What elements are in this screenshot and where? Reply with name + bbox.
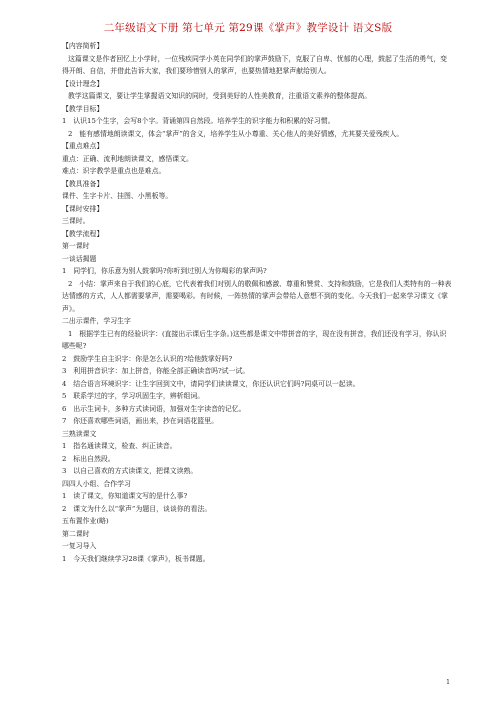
list-item: 2 课文为什么以“掌声”为题目，谈谈你的看法。 <box>62 504 212 513</box>
paragraph: 课件、生字卡片、挂图、小黑板等。 <box>62 192 173 200</box>
page-number: 1 <box>446 679 450 686</box>
section-heading: 【重点难点】 <box>62 142 104 150</box>
list-item: 3 以自己喜欢的方式读课文，把课文读熟。 <box>62 467 198 475</box>
list-item: 2 鼓励学生自主识字：你是怎么认识的?给他鼓掌好吗? <box>62 354 233 363</box>
step-heading: 五布置作业(略) <box>62 517 109 525</box>
list-item: 4 结合语言环境识字：让生字回到文中，请同学们读读课文，你还认识它们吗?同桌可以一起读。 <box>62 379 360 388</box>
list-item: 1 根据学生已有的经验识字：(直接出示课后生字条。)这些都是课文中带拼音的字，现在没有拼音，我们还没有学习，你认识哪些呢? <box>62 329 447 350</box>
list-item: 1 认识15个生字，会写8个字。背诵第四自然段。培养学生的识字能力和积累的好习惯。 <box>62 117 335 125</box>
paragraph: 重点：正确、流利地朗读课文，感悟课文。 <box>62 154 193 163</box>
list-item: 3 利用拼音识字：加上拼音，你能全部正确读音吗?试一试。 <box>62 367 250 375</box>
paragraph: 三课时。 <box>62 217 90 225</box>
list-item: 2 标出自然段。 <box>62 454 115 463</box>
section-heading: 【教学目标】 <box>62 104 104 113</box>
section-heading: 【教具准备】 <box>62 179 104 188</box>
step-heading: 一复习导入 <box>62 542 97 550</box>
section-heading: 【教学流程】 <box>62 229 104 238</box>
list-item: 6 出示生词卡，多种方式读词语，加强对生字读音的记忆。 <box>62 404 246 413</box>
list-item: 1 今天我们继续学习28课《掌声》，板书课题。 <box>62 554 210 563</box>
list-item: 7 你还喜欢哪些词语，画出来，抄在词语花篮里。 <box>62 417 218 425</box>
step-heading: 二出示课件，学习生字 <box>62 317 131 325</box>
step-heading: 三熟读课文 <box>62 429 97 438</box>
paragraph: 教学这篇课文，要让学生掌握语文知识的同时，受到美好的人性美教育，注重语文素养的整体提高。 <box>68 92 372 100</box>
step-heading: 四四人小组、合作学习 <box>62 479 131 488</box>
list-item: 5 联系学过的字，学习巩固生字，辨析组词。 <box>62 392 205 400</box>
section-heading: 【内容简析】 <box>62 42 104 50</box>
list-item: 1 读了课文，你知道课文写的是什么事? <box>62 492 188 500</box>
paragraph: 难点：识字教学是重点也是难点。 <box>62 167 166 175</box>
list-item: 1 同学们，你乐意为别人鼓掌吗?你听到过别人为你喝彩的掌声吗? <box>62 267 267 275</box>
paragraph: 这篇课文是作者回忆上小学时，一位残疾同学小英在同学们的掌声鼓励下，克服了自卑、忧郁的心理，鼓起了生活的勇气，变得开朗、自信，并借此告诉大家，我们要珍惜别人的掌声，也要热情地把掌声献给别人。 <box>62 54 447 75</box>
document-body <box>62 40 452 565</box>
lesson-heading: 第二课时 <box>62 529 90 538</box>
document-title: 二年级语文下册 第七单元 第29课《掌声》教学设计 语文S版 <box>103 22 393 34</box>
list-item: 1 指名通读课文，检查、纠正读音。 <box>62 442 177 450</box>
list-item: 2 能有感情地朗读课文，体会“掌声”的含义，培养学生从小尊重、关心他人的美好情感，尤其要关爱残疾人。 <box>68 129 404 138</box>
section-heading: 【课时安排】 <box>62 204 104 213</box>
list-item: 2 小结：掌声来自于我们的心底，它代表着我们对别人的敬佩和感激、尊重和赞赏、支持和鼓励，它是我们人类特有的一种表达情感的方式，人人都需要掌声，需要喝彩。有时候，一阵热情的掌声会带给人意想不到的变化。今天我们一起来学习课文《掌声》。 <box>62 279 452 313</box>
section-heading: 【设计理念】 <box>62 79 104 88</box>
lesson-heading: 第一课时 <box>62 242 90 250</box>
step-heading: 一谈话揭题 <box>62 254 97 263</box>
